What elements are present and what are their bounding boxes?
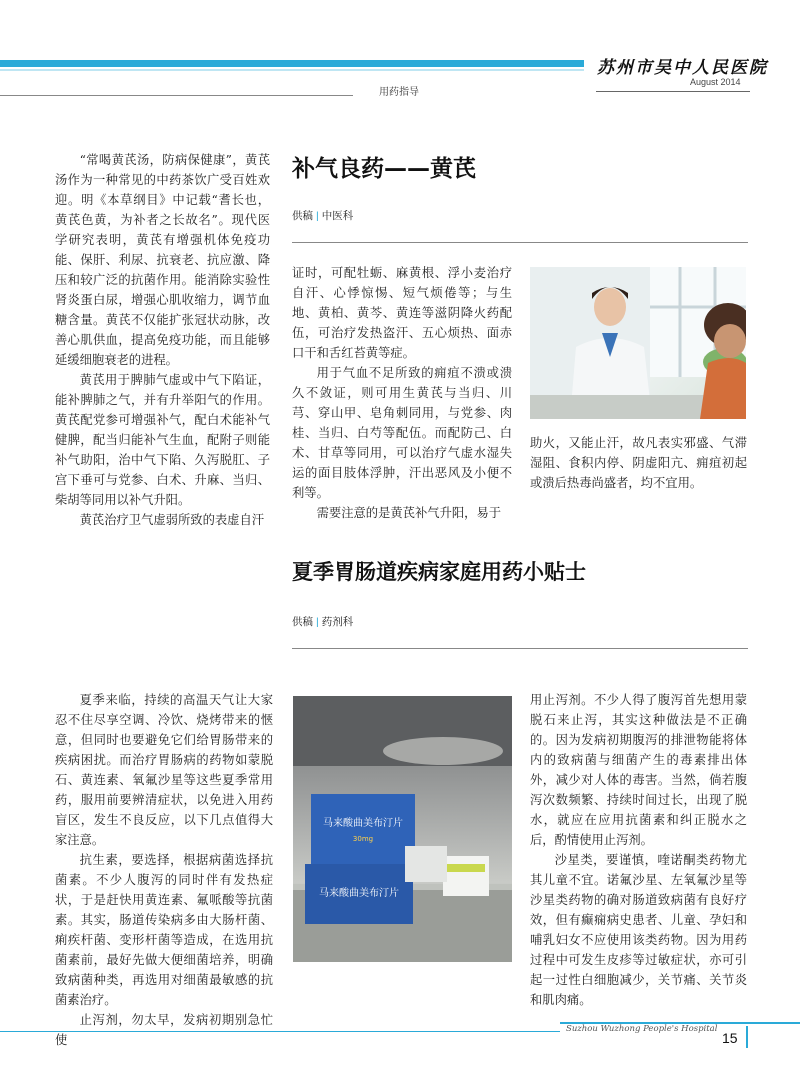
- footer-line: [0, 1031, 560, 1032]
- byline-prefix: 供稿: [292, 210, 313, 222]
- article1-column-3: [530, 433, 747, 493]
- issue-date: August 2014: [690, 77, 741, 87]
- paragraph: 止泻剂，勿太早，发病初期别急忙使: [55, 1013, 273, 1047]
- paragraph: 助火，又能止汗，故凡表实邪盛、气滞湿阻、食积内停、阴虚阳亢、痈疽初起或溃后热毒尚盛者，均不宜用。: [530, 436, 747, 490]
- article1-byline: 供稿 | 中医科: [292, 210, 354, 222]
- byline-department: 中医科: [321, 210, 354, 222]
- article2-byline: 供稿 | 药剂科: [292, 616, 354, 628]
- paragraph: 黄芪治疗卫气虚弱所致的表虚自汗: [79, 513, 265, 527]
- section-label: 用药指导: [379, 87, 419, 98]
- page-number: 15: [722, 1030, 738, 1046]
- header-accent-bar: [0, 60, 584, 67]
- box-brand-text: 马来酸曲美布汀片: [323, 818, 403, 829]
- paragraph: 沙星类，要谨慎，喹诺酮类药物尤其儿童不宜。诺氟沙星、左氧氟沙星等沙星类药物的确对肠道致病菌有良好疗效，但有癫痫病史患者、儿童、孕妇和哺乳妇女不应使用该类药物。因为用药过程中可发生皮疹等过敏症状，亦可引起一过性白细胞减少，关节痛、关节炎和肌肉痛。: [530, 853, 747, 1007]
- footer-hospital-name: Suzhou Wuzhong People's Hospital: [566, 1024, 718, 1034]
- article1-column-1: [55, 150, 270, 530]
- paragraph: 用止泻剂。不少人得了腹泻首先想用蒙脱石来止泻，其实这种做法是不正确的。因为发病初期腹泻的排泄物能将体内的致病菌与细菌产生的毒素排出体外，减少对人体的毒害。当然，倘若腹泻次数频繁、持续时间过长，出现了脱水，就应在应用抗菌素和纠正脱水之后，酌情使用止泻剂。: [530, 693, 747, 847]
- paragraph: “常喝黄芪汤，防病保健康”，黄芪汤作为一种常见的中药茶饮广受百姓欢迎。明《本草纲目》中记载“耆长也，黄芪色黄，为补者之长故名”。现代医学研究表明，黄芪有增强机体免疫功能、保肝、利尿、抗衰老、抗应激、降压和较广泛的抗菌作用。能消除实验性肾炎蛋白尿，增强心肌收缩力，调节血糖含量。黄芪不仅能扩张冠状动脉，改善心肌供血，提高免疫功能，而且能够延缓细胞衰老的进程。: [55, 153, 270, 367]
- byline-prefix: 供稿: [292, 616, 313, 628]
- section-divider: [0, 95, 353, 96]
- paragraph: 抗生素，要选择，根据病菌选择抗菌素。不少人腹泻的同时伴有发热症状，于是赶快用黄连素、氟哌酸等抗菌素。其实，肠道传染病多由大肠杆菌、痢疾杆菌、变形杆菌等造成，在选用抗菌素前，最好先做大便细菌培养，明确致病菌种类，再选用对细菌最敏感的抗菌素治疗。: [55, 853, 273, 1007]
- doctor-consultation-photo: [530, 267, 746, 419]
- byline-department: 药剂科: [321, 616, 354, 628]
- medicine-boxes-photo: [293, 696, 512, 962]
- hospital-name: 苏州市吴中人民医院: [597, 58, 768, 78]
- paragraph: 用于气血不足所致的痈疽不溃或溃久不敛证，则可用生黄芪与当归、川芎、穿山甲、皂角刺同用，与党参、肉桂、当归、白芍等配伍。而配防己、白术、甘草等同用，可以治疗气虚水湿失运的面目肢体浮肿，汗出恶风及小便不利等。: [292, 366, 512, 500]
- article2-title: 夏季胃肠道疾病家庭用药小贴士: [292, 560, 586, 584]
- paragraph: 夏季来临，持续的高温天气让大家忍不住尽享空调、冷饮、烧烤带来的惬意，但同时也要避免它们给胃肠带来的疾病困扰。而治疗胃肠病的药物如蒙脱石、黄连素、氧氟沙星等这些夏季常用药，服用前要辨清症状，以免进入用药盲区，发生不良反应，以下几点值得大家注意。: [55, 693, 273, 847]
- article2-column-2: [530, 690, 747, 1010]
- header-accent-bar-light: [0, 69, 584, 71]
- article1-column-2: [292, 263, 512, 523]
- paragraph: 证时，可配牡蛎、麻黄根、浮小麦治疗自汗、心悸惊惕、短气烦倦等；与生地、黄柏、黄芩、黄连等滋阴降火药配伍，可治疗发热盗汗、五心烦热、面赤口干和舌红苔黄等症。: [292, 266, 512, 360]
- box-dose-text: 30mg: [352, 835, 374, 843]
- paragraph: 黄芪用于脾肺气虚或中气下陷证，能补脾肺之气，并有升举阳气的作用。黄芪配党参可增强补气，配白术能补气健脾，配当归能补气生血，配附子则能补气助阳，治中气下陷、久泻脱肛、子宫下垂可与党参、白术、升麻、当归、柴胡等同用以补气升阳。: [55, 373, 270, 507]
- date-divider: [596, 91, 750, 92]
- article2-column-1: [55, 690, 273, 1050]
- article2-rule: [292, 648, 748, 649]
- article1-title: 补气良药——黄芪: [292, 156, 476, 182]
- box-brand-text-lower: 马来酸曲美布汀片: [319, 888, 399, 899]
- page-number-marker: [746, 1026, 748, 1048]
- article1-rule: [292, 242, 748, 243]
- paragraph: 需要注意的是黄芪补气升阳，易于: [316, 506, 502, 520]
